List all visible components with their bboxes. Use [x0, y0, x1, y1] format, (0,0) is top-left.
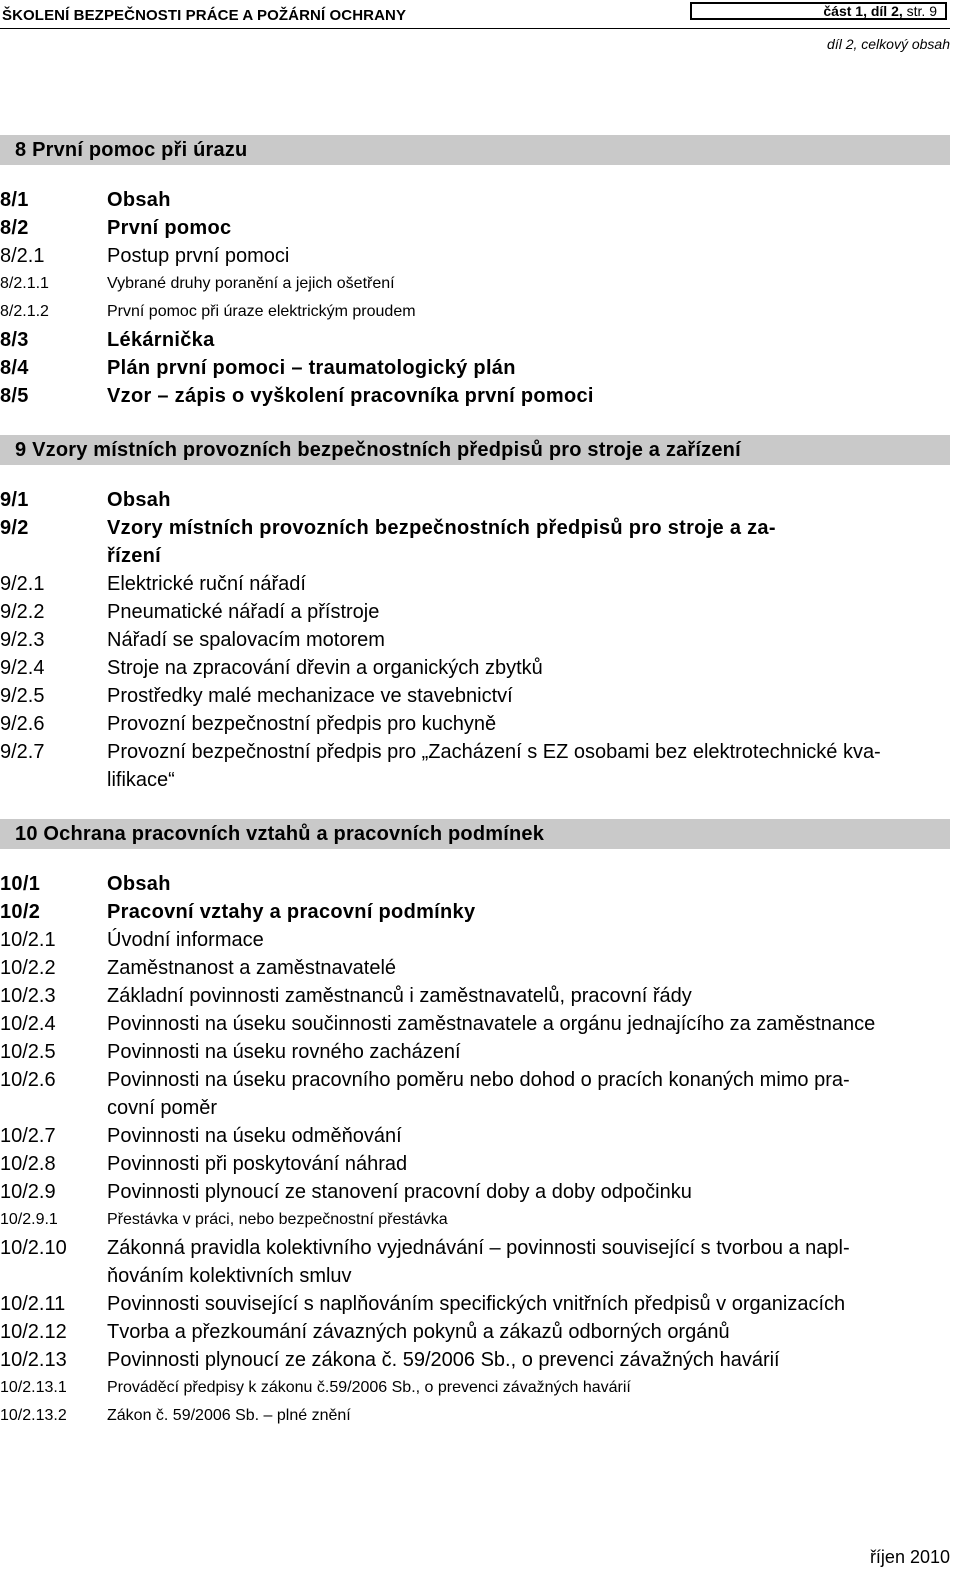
- toc-entry-title: Zákon č. 59/2006 Sb. – plné znění: [107, 1407, 351, 1424]
- toc-entry-number: 10/2.13.1: [0, 1379, 67, 1396]
- toc-entry[interactable]: [0, 1346, 950, 1374]
- toc-entry-title: Povinnosti na úseku součinnosti zaměstnavatele a orgánu jednajícího za zaměstnance: [107, 1013, 876, 1035]
- toc-entry[interactable]: [0, 214, 950, 242]
- toc-entry-title: Zaměstnanost a zaměstnavatelé: [107, 957, 397, 979]
- toc-entry[interactable]: [0, 1038, 950, 1066]
- toc-entry-title: Plán první pomoci – traumatologický plán: [107, 357, 516, 379]
- toc-entry-title: Prováděcí předpisy k zákonu č.59/2006 Sb., o prevenci závažných havárií: [107, 1379, 631, 1396]
- toc-entry-number: 9/2.1: [0, 573, 45, 595]
- toc-entry[interactable]: [0, 1010, 950, 1038]
- toc-entry-number: 10/2.9.1: [0, 1211, 58, 1228]
- toc-entry-title: První pomoc při úraze elektrickým proudem: [107, 303, 416, 320]
- toc-entry[interactable]: [0, 1374, 950, 1402]
- toc-entry[interactable]: [0, 598, 950, 626]
- toc-entry-number: 10/2.6: [0, 1069, 56, 1091]
- toc-entry-title: Zákonná pravidla kolektivního vyjednávání – povinnosti související s tvorbou a napl- ňováním kolektivních smluv: [107, 1237, 850, 1287]
- header-rule: [0, 28, 950, 29]
- toc-entry[interactable]: [0, 926, 950, 954]
- toc-entry[interactable]: [0, 1318, 950, 1346]
- toc-entry-number: 10/2.13.2: [0, 1407, 67, 1424]
- toc-entry-number: 9/2.4: [0, 657, 45, 679]
- toc-entry[interactable]: [0, 954, 950, 982]
- toc-entry-number: 9/2.7: [0, 741, 45, 763]
- toc-entry-number: 10/2.1: [0, 929, 56, 951]
- toc-entry-title: Povinnosti při poskytování náhrad: [107, 1153, 408, 1175]
- toc-entry[interactable]: [0, 1066, 950, 1122]
- toc-entry[interactable]: [0, 898, 950, 926]
- toc-entry[interactable]: [0, 1122, 950, 1150]
- toc-entry-number: 9/2.6: [0, 713, 45, 735]
- footer-date: říjen 2010: [869, 1547, 950, 1567]
- toc-entry-title: Nářadí se spalovacím motorem: [107, 629, 385, 651]
- toc-entry-number: 10/2.4: [0, 1013, 56, 1035]
- toc-entry-title: Povinnosti na úseku odměňování: [107, 1125, 402, 1147]
- toc-entry-title: Vzory místních provozních bezpečnostních předpisů pro stroje a za- řízení: [107, 517, 776, 567]
- toc-entry[interactable]: [0, 626, 950, 654]
- toc-entry-title: Pracovní vztahy a pracovní podmínky: [107, 901, 476, 923]
- toc-entry-title: Povinnosti související s naplňováním specifických vnitřních předpisů v organizacích: [107, 1293, 846, 1315]
- toc-entry-title: Pneumatické nářadí a přístroje: [107, 601, 380, 623]
- toc-entry-number: 9/2.2: [0, 601, 45, 623]
- toc-entry-number: 8/1: [0, 189, 29, 211]
- toc-entry[interactable]: [0, 514, 950, 570]
- toc-entry-number: 9/2.3: [0, 629, 45, 651]
- toc-entry[interactable]: [0, 1150, 950, 1178]
- toc-entry[interactable]: [0, 486, 950, 514]
- toc-entry[interactable]: [0, 1178, 950, 1206]
- toc-entry-number: 10/2.11: [0, 1293, 66, 1315]
- toc-entry[interactable]: [0, 570, 950, 598]
- toc-entry-title: Povinnosti na úseku rovného zacházení: [107, 1041, 461, 1063]
- section-heading: 9 Vzory místních provozních bezpečnostních předpisů pro stroje a zařízení: [0, 435, 950, 465]
- toc-entry-number: 10/2.13: [0, 1349, 67, 1371]
- toc-entry[interactable]: [0, 710, 950, 738]
- toc-entry[interactable]: [0, 242, 950, 270]
- toc-entry-number: 10/2.8: [0, 1153, 56, 1175]
- toc-entry-number: 10/2.5: [0, 1041, 56, 1063]
- table-of-contents: [0, 135, 950, 1430]
- toc-entry-title: Lékárnička: [107, 329, 215, 351]
- toc-entry[interactable]: [0, 1402, 950, 1430]
- toc-entry-title: Povinnosti plynoucí ze zákona č. 59/2006 Sb., o prevenci závažných havárií: [107, 1349, 780, 1371]
- section-gap: [0, 794, 950, 819]
- toc-entry[interactable]: [0, 682, 950, 710]
- toc-entry-title: Obsah: [107, 189, 171, 211]
- toc-entry-title: Obsah: [107, 489, 171, 511]
- running-header-title: ŠKOLENÍ BEZPEČNOSTI PRÁCE A POŽÁRNÍ OCHRANY: [2, 7, 407, 24]
- part-reference: část 1, díl 2,: [823, 3, 903, 19]
- toc-entry-title: Povinnosti na úseku pracovního poměru nebo dohod o pracích konaných mimo pra- covní poměr: [107, 1069, 850, 1119]
- toc-entry-title: Stroje na zpracování dřevin a organických zbytků: [107, 657, 543, 679]
- toc-entry-number: 10/2.9: [0, 1181, 56, 1203]
- toc-entry-title: Vzor – zápis o vyškolení pracovníka první pomoci: [107, 385, 594, 407]
- section-heading: 10 Ochrana pracovních vztahů a pracovních podmínek: [0, 819, 950, 849]
- toc-entry[interactable]: [0, 982, 950, 1010]
- toc-entry-number: 10/2: [0, 901, 41, 923]
- toc-entry[interactable]: [0, 354, 950, 382]
- toc-entry-title: Postup první pomoci: [107, 245, 290, 267]
- toc-entry-number: 10/2.12: [0, 1321, 67, 1343]
- toc-entry-number: 9/2.5: [0, 685, 45, 707]
- page-number: str. 9: [902, 3, 937, 19]
- toc-entry[interactable]: [0, 1234, 950, 1290]
- toc-entry-title: Provozní bezpečnostní předpis pro kuchyně: [107, 713, 497, 735]
- toc-entry[interactable]: [0, 870, 950, 898]
- toc-entry-number: 8/2.1: [0, 245, 45, 267]
- toc-entry-number: 9/1: [0, 489, 29, 511]
- toc-entry-number: 8/4: [0, 357, 29, 379]
- section-gap: [0, 410, 950, 435]
- toc-entry-number: 8/2: [0, 217, 29, 239]
- toc-entry-title: Úvodní informace: [107, 929, 264, 951]
- toc-entry-title: Základní povinnosti zaměstnanců i zaměstnavatelů, pracovní řády: [107, 985, 692, 1007]
- toc-entry-title: Obsah: [107, 873, 171, 895]
- running-header-subtitle: díl 2, celkový obsah: [827, 36, 950, 52]
- toc-entry[interactable]: [0, 382, 950, 410]
- toc-entry-title: Elektrické ruční nářadí: [107, 573, 306, 595]
- toc-entry[interactable]: [0, 298, 950, 326]
- toc-entry[interactable]: [0, 186, 950, 214]
- toc-entry-number: 8/3: [0, 329, 29, 351]
- toc-entry[interactable]: [0, 270, 950, 298]
- toc-entry-number: 10/2.2: [0, 957, 56, 979]
- toc-entry-title: Vybrané druhy poranění a jejich ošetření: [107, 275, 395, 292]
- toc-entry[interactable]: [0, 1290, 950, 1318]
- toc-entry-title: Provozní bezpečnostní předpis pro „Zacházení s EZ osobami bez elektrotechnické kva- lifikace“: [107, 741, 881, 791]
- toc-entry-title: Povinnosti plynoucí ze stanovení pracovní doby a doby odpočinku: [107, 1181, 692, 1203]
- toc-entry-number: 9/2: [0, 517, 29, 539]
- toc-entry-number: 10/1: [0, 873, 41, 895]
- toc-entry-number: 8/5: [0, 385, 29, 407]
- toc-entry[interactable]: [0, 326, 950, 354]
- toc-entry-number: 10/2.10: [0, 1237, 67, 1259]
- toc-entry-title: Tvorba a přezkoumání závazných pokynů a zákazů odborných orgánů: [107, 1321, 730, 1343]
- toc-entry[interactable]: [0, 1206, 950, 1234]
- toc-entry-number: 10/2.7: [0, 1125, 56, 1147]
- toc-entry[interactable]: [0, 654, 950, 682]
- toc-entry[interactable]: [0, 738, 950, 794]
- toc-entry-title: První pomoc: [107, 217, 232, 239]
- toc-entry-title: Prostředky malé mechanizace ve stavebnictví: [107, 685, 513, 707]
- toc-entry-number: 10/2.3: [0, 985, 56, 1007]
- toc-entry-number: 8/2.1.1: [0, 275, 49, 292]
- toc-entry-title: Přestávka v práci, nebo bezpečnostní přestávka: [107, 1211, 448, 1228]
- toc-entry-number: 8/2.1.2: [0, 303, 49, 320]
- section-heading: 8 První pomoc při úrazu: [0, 135, 950, 165]
- page-reference-box: [690, 2, 947, 20]
